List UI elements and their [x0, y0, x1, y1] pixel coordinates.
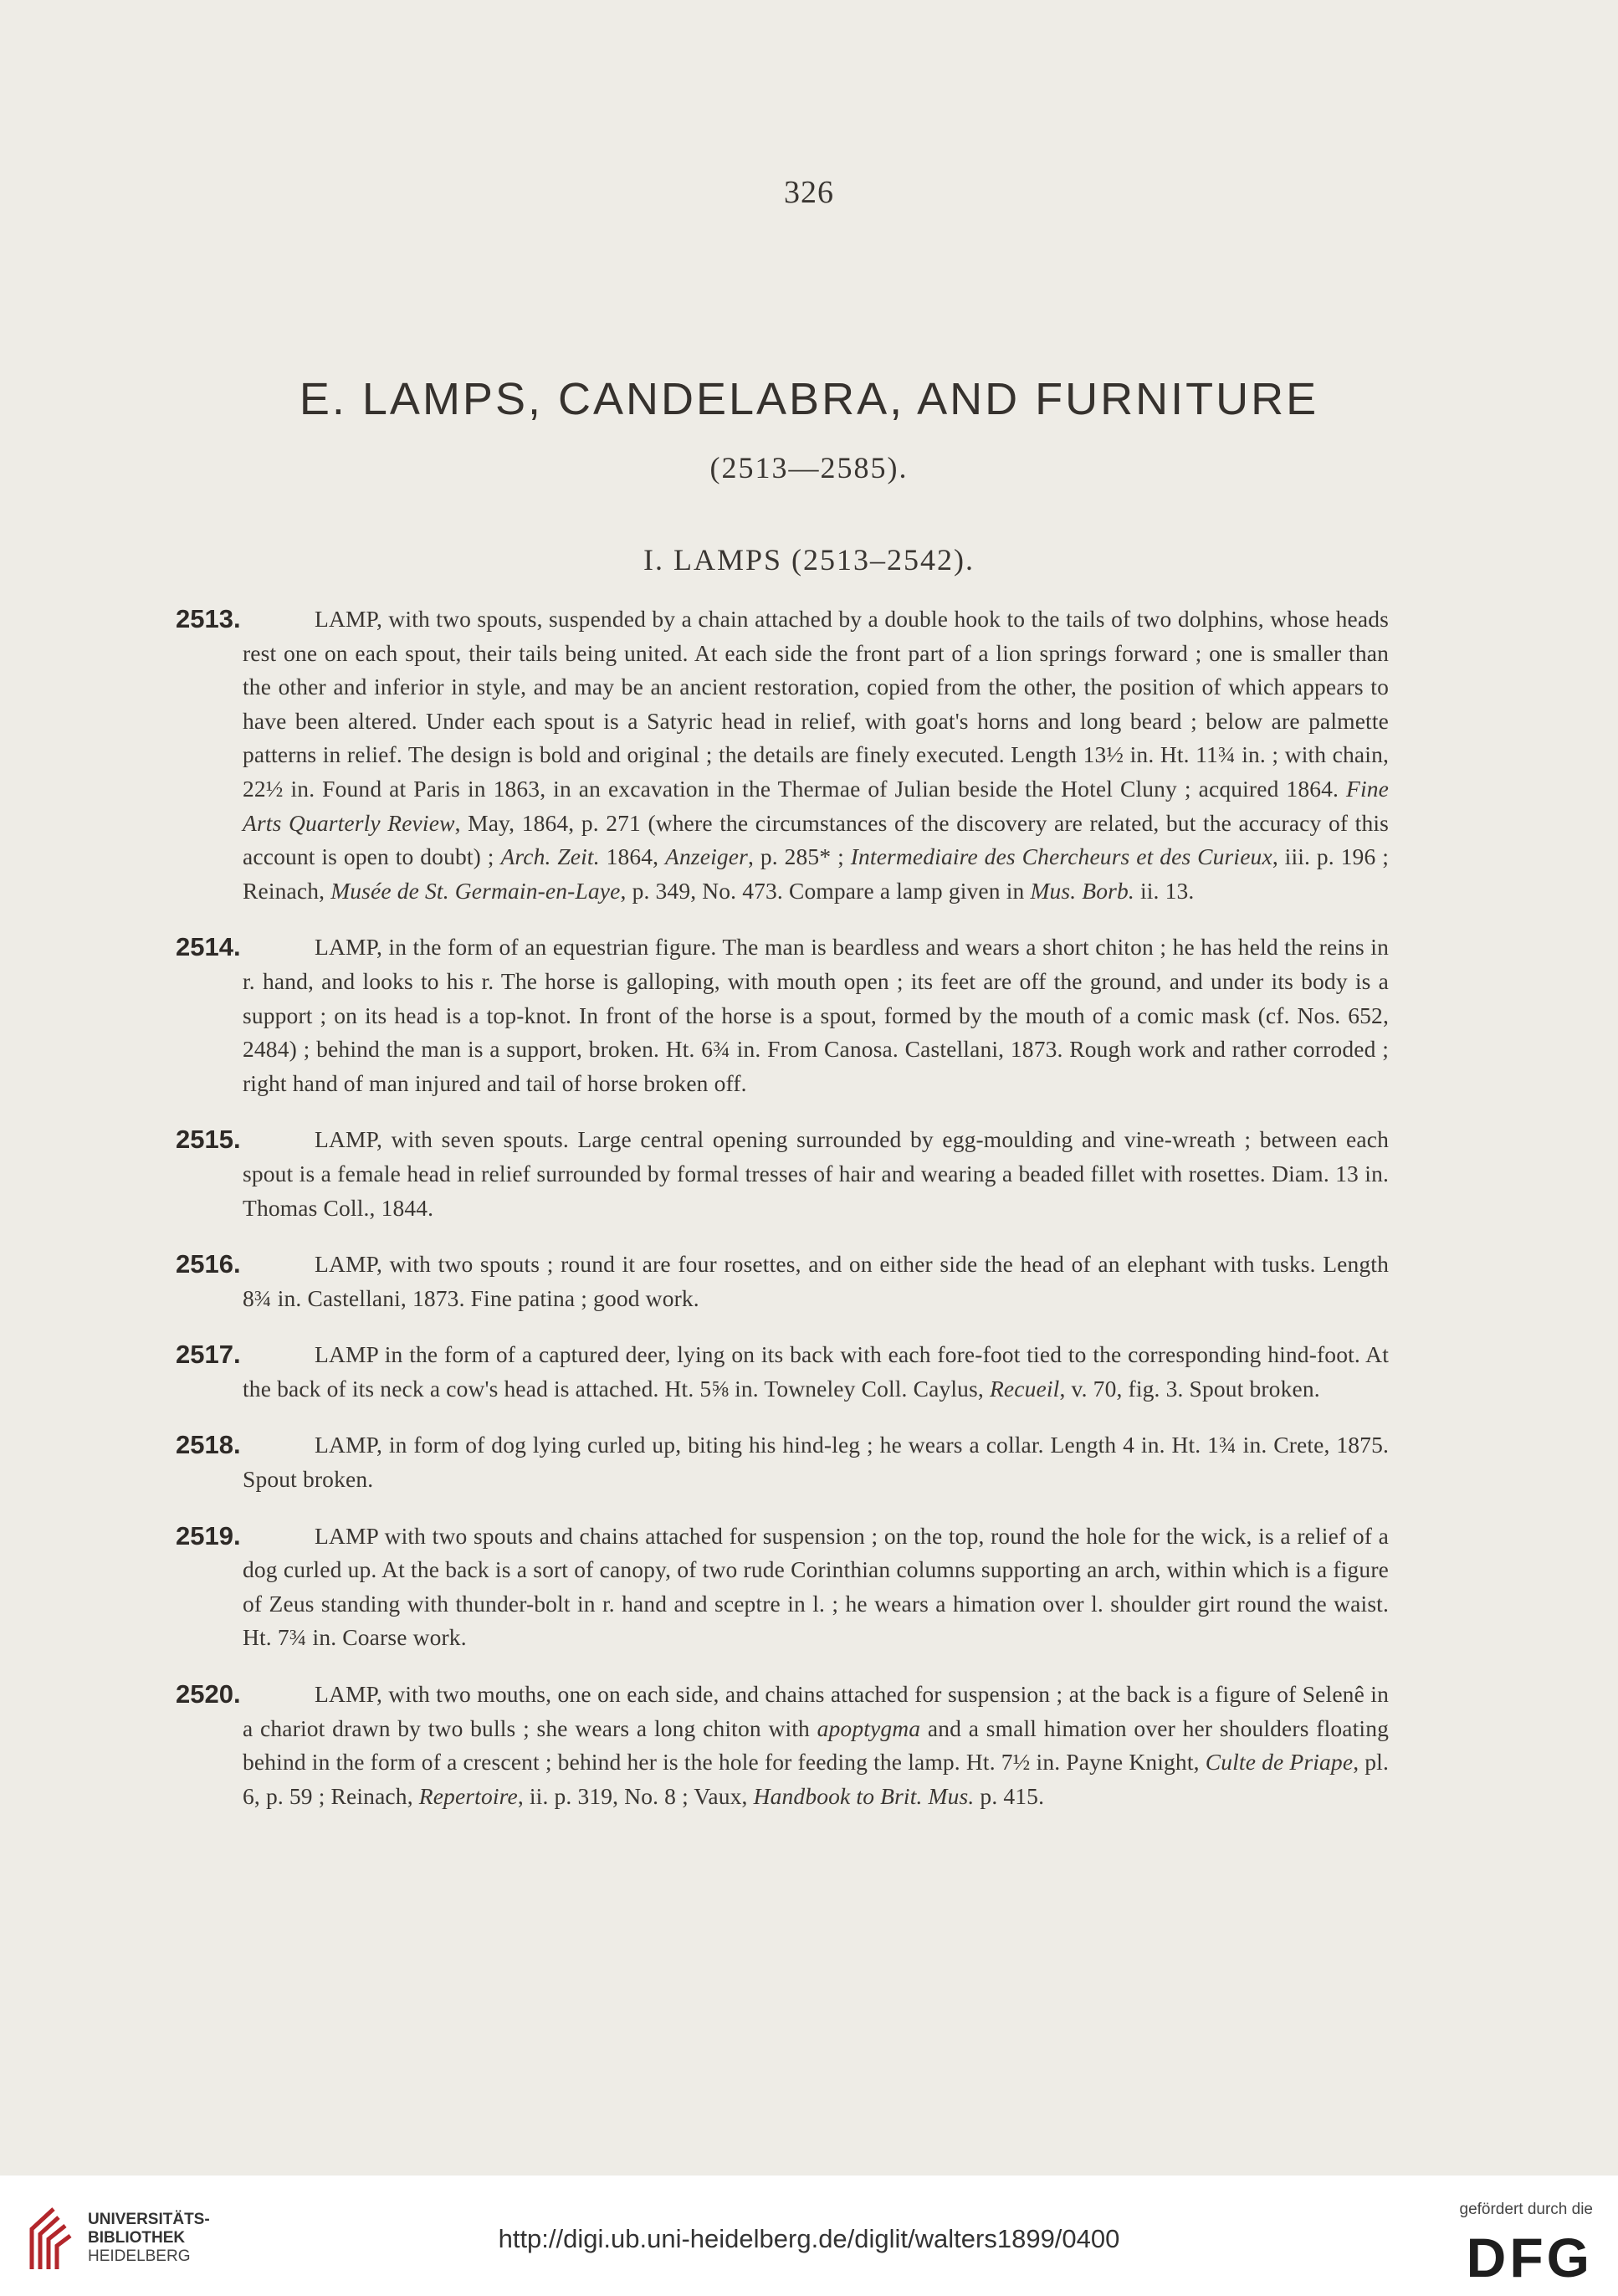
entry-citation-title: Repertoire — [418, 1782, 518, 1809]
entry-citation-title: Intermediaire des Chercheurs et des Curieux — [850, 843, 1272, 870]
entry-number: 2518. — [176, 1430, 241, 1460]
entry-citation-title: Recueil — [989, 1375, 1060, 1402]
entry-text-segment: ii. 13. — [1134, 877, 1195, 904]
catalogue-entry — [176, 1520, 1389, 1655]
catalogue-entry — [176, 1428, 1389, 1496]
entry-citation-title: Arch. Zeit. — [500, 843, 600, 870]
entry-description — [243, 1123, 1389, 1225]
entry-text-segment: LAMP, with two mouths, one on each side, and chains attached for suspension ; at the back is a figure of Selenê in a chariot drawn by two bulls ; she wears a long chiton with — [243, 1681, 1389, 1741]
library-name-line2: BIBLIOTHEK — [88, 2229, 186, 2247]
source-url-link[interactable]: http://digi.ub.uni-heidelberg.de/diglit/walters1899/0400 — [498, 2224, 1120, 2253]
entry-citation-title: Anzeiger — [665, 843, 749, 870]
entry-text-segment: , p. 285* ; — [748, 843, 851, 870]
catalogue-entry — [176, 1248, 1389, 1315]
entry-number: 2520. — [176, 1679, 241, 1709]
entry-citation-title: Musée de St. Germain-en-Laye — [330, 877, 621, 904]
footer-bar — [0, 2176, 1618, 2296]
catalogue-entry — [176, 602, 1389, 908]
entry-text-segment: p. 415. — [974, 1782, 1045, 1809]
catalogue-entry — [176, 1338, 1389, 1406]
entry-citation-title: Culte de Priape — [1205, 1749, 1354, 1776]
catalogue-entry — [176, 930, 1389, 1100]
entry-text-segment: , v. 70, fig. 3. Spout broken. — [1059, 1375, 1320, 1402]
dfg-logo: DFG — [1466, 2227, 1593, 2288]
subsection-title: I. LAMPS (2513–2542). — [643, 543, 975, 577]
entry-text-segment: , ii. p. 319, No. 8 ; Vaux, — [517, 1782, 754, 1809]
entry-number: 2513. — [176, 604, 241, 633]
section-title: E. LAMPS, CANDELABRA, AND FURNITURE — [299, 374, 1319, 424]
entry-text-segment: , May, 1864, p. 271 (where the circumstances of the discovery are related, but the accuracy of this account is open to doubt) ; — [243, 809, 1389, 870]
entry-description — [243, 1520, 1389, 1655]
catalogue-entries — [176, 602, 1389, 1836]
entry-number: 2517. — [176, 1340, 241, 1370]
entry-text-segment: and a small himation over her shoulders floating behind in the form of a crescent ; behind her is the hole for feeding the lamp. Ht. 7½ in. Payne Knight, — [243, 1714, 1389, 1776]
entry-citation-title: Handbook to Brit. Mus. — [753, 1782, 975, 1809]
entry-description — [243, 1248, 1389, 1315]
entry-number: 2516. — [176, 1249, 241, 1279]
entry-citation-title: Mus. Borb. — [1030, 877, 1134, 904]
entry-description — [243, 930, 1389, 1100]
sponsor-caption: gefördert durch die — [1459, 2201, 1593, 2218]
entry-description — [243, 1678, 1389, 1813]
entry-number: 2515. — [176, 1125, 241, 1155]
entry-text-segment: LAMP, with two spouts ; round it are four rosettes, and on either side the head of an elephant with tusks. Length 8¾ in. Castellani, 1873. Fine patina ; good work. — [243, 1251, 1389, 1311]
entry-number: 2514. — [176, 932, 241, 962]
section-range: (2513—2585). — [709, 451, 909, 484]
entry-text-segment: LAMP, in form of dog lying curled up, biting his hind-leg ; he wears a collar. Length 4 in. Ht. 1¾ in. Crete, 1875. Spout broken. — [243, 1432, 1389, 1493]
entry-text-segment: , pl. 6, p. 59 ; Reinach, — [243, 1749, 1389, 1809]
library-name-line1: UNIVERSITÄTS- — [88, 2211, 210, 2228]
entry-text-segment: LAMP, in the form of an equestrian figure. The man is beardless and wears a short chiton ; he has held the reins in r. hand, and looks to his r. The horse is galloping, with mouth open ; its feet are off the ground, and under its body is a support ; on its head is a top-knot. In front of the horse is a spout, formed by the mouth of a comic mask (cf. Nos. 652, 2484) ; behind the man is a support, broken. Ht. 6¾ in. From Canosa. Castellani, 1873. Rough work and rather corroded ; right hand of man injured and tail of horse broken off. — [243, 934, 1389, 1096]
entry-description — [243, 602, 1389, 908]
entry-text-segment: LAMP with two spouts and chains attached for suspension ; on the top, round the hole for the wick, is a relief of a dog curled up. At the back is a sort of canopy, of two rude Corinthian columns supporting an arch, within which is a figure of Zeus standing with thunder-bolt in r. hand and sceptre in l. ; he wears a himation over l. shoulder girt round the waist. Ht. 7¾ in. Coarse work. — [243, 1522, 1389, 1651]
catalogue-entry — [176, 1123, 1389, 1225]
entry-text-segment: LAMP, with seven spouts. Large central opening surrounded by egg-moulding and vine-wreath ; between each spout is a female head in relief surrounded by formal tresses of hair and wearing a beaded fillet with rosettes. Diam. 13 in. Thomas Coll., 1844. — [243, 1126, 1389, 1221]
page-number: 326 — [784, 175, 834, 210]
entry-number: 2519. — [176, 1520, 241, 1550]
entry-text-segment: LAMP in the form of a captured deer, lying on its back with each fore-foot tied to the corresponding hind-foot. At the back of its neck a cow's head is attached. Ht. 5⅝ in. Towneley Coll. Caylus, — [243, 1341, 1389, 1402]
entry-text-segment: LAMP, with two spouts, suspended by a chain attached by a double hook to the tails of two dolphins, whose heads rest one on each spout, their tails being united. At each side the front part of a lion springs forward ; one is smaller than the other and inferior in style, and may be an ancient restoration, copied from the other, the position of which appears to have been altered. Under each spout is a Satyric head in relief, with goat's horns and long beard ; below are palmette patterns in relief. The design is bold and original ; the details are finely executed. Length 13½ in. Ht. 11¾ in. ; with chain, 22½ in. Found at Paris in 1863, in an excavation in the Thermae of Julian beside the Hotel Cluny ; acquired 1864. — [243, 606, 1389, 802]
entry-description — [243, 1338, 1389, 1406]
entry-text-segment: , iii. p. 196 ; Reinach, — [243, 843, 1389, 904]
entry-citation-title: Fine Arts Quarterly Review — [243, 775, 1389, 836]
entry-text-segment: , p. 349, No. 473. Compare a lamp given in — [620, 877, 1031, 904]
catalogue-entry — [176, 1678, 1389, 1813]
entry-text-segment: 1864, — [599, 843, 666, 870]
entry-description — [243, 1428, 1389, 1496]
library-name-line3: HEIDELBERG — [88, 2247, 191, 2265]
entry-citation-title: apoptygma — [817, 1714, 921, 1741]
